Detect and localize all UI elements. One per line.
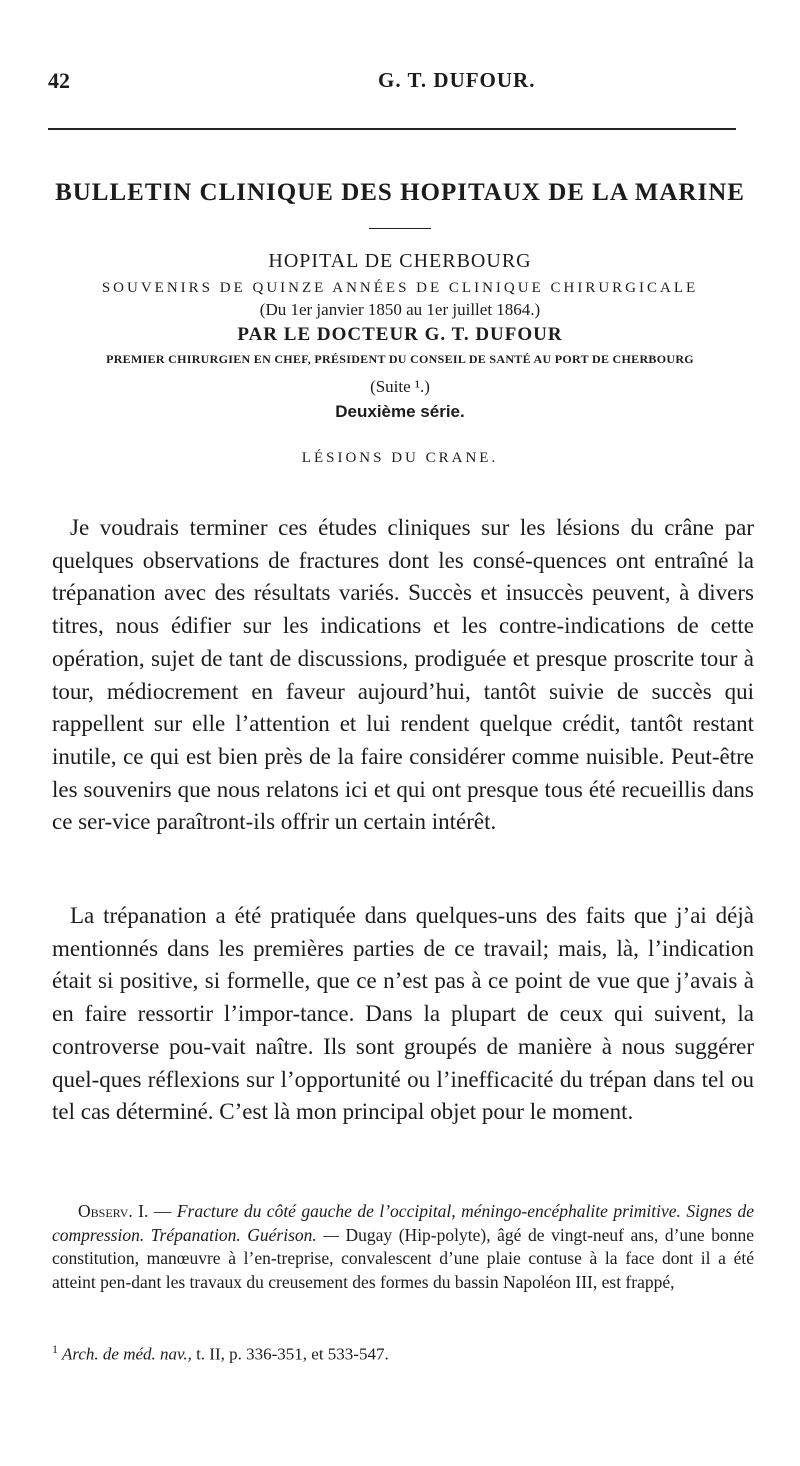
running-head-author: G. T. DUFOUR. (378, 68, 536, 92)
article-subtitle: SOUVENIRS DE QUINZE ANNÉES DE CLINIQUE CHIRURGICALE (101, 280, 699, 296)
footnote-pages: t. II, p. 336-351, et 533-547. (196, 1344, 389, 1364)
title-divider (369, 228, 431, 229)
bulletin-title: BULLETIN CLINIQUE DES HOPITAUX DE LA MARINE (55, 179, 745, 206)
observation-heading: Fracture du côté gauche de l’occipital, méningo-encéphalite primitive. Signes de compression. Trépanation. Guérison. — (52, 1201, 755, 1245)
body-paragraph-1: Je voudrais terminer ces études cliniques sur les lésions du crâne par quelques observations de fractures dont les consé-quences ont entraîné la trépanation avec des résultats variés. Succès et insuccès peuvent, à divers titres, nous édifier sur les indications et les contre-indications de cette opération, sujet de tant de discussions, prodiguée et presque proscrite tour à tour, médiocrement en faveur aujourd’hui, tantôt suivie de succès qui rappellent sur elle l’attention et lui rendent quelque crédit, tantôt restant inutile, ce qui est bien près de la faire considérer comme nuisible. Peut-être les souvenirs que nous relatons ici et qui ont presque tous été recueillis dans ce ser-vice paraîtront-ils offrir un certain intérêt. (52, 515, 754, 835)
page-number: 42 (48, 68, 70, 93)
observation-label: Observ. I. — (78, 1201, 172, 1221)
section-title: LÉSIONS DU CRANE. (301, 450, 499, 466)
footnote (52, 1338, 754, 1366)
footnote-source: Arch. de méd. nav., (62, 1344, 192, 1364)
author-role: PREMIER CHIRURGIEN EN CHEF, PRÉSIDENT DU CONSEIL DE SANTÉ AU PORT DE CHERBOURG (106, 352, 694, 366)
period-dates: (Du 1er janvier 1850 au 1er juillet 1864.) (259, 300, 541, 319)
hospital-name: HOPITAL DE CHERBOURG (268, 250, 532, 272)
body-paragraph-2: La trépanation a été pratiquée dans quelques-uns des faits que j’ai déjà mentionnés dans les premières parties de ce travail; mais, là, l’indication était si positive, si formelle, que ce n’est pas à ce point de vue que j’avais à en faire ressortir l’impor-tance. Dans la plupart de ceux qui suivent, la controverse pou-vait naître. Ils sont groupés de manière à nous suggérer quel-ques réflexions sur l’opportunité ou l’inefficacité du trépan dans tel ou tel cas déterminé. C’est là mon principal objet pour le moment. (52, 903, 754, 1125)
observation-paragraph (52, 1200, 754, 1294)
running-head (48, 68, 740, 98)
article-header (50, 178, 750, 469)
observation-text: Dugay (Hip-polyte), âgé de vingt-neuf ans, d’une bonne constitution, manœuvre à l’en-treprise, convalescent d’une plaie contuse à la face dont il a été atteint pen-dant les travaux du creusement des formes du bassin Napoléon III, est frappé, (52, 1224, 754, 1292)
author-line: PAR LE DOCTEUR G. T. DUFOUR (237, 324, 563, 345)
series-label: Deuxième série. (335, 402, 465, 421)
header-rule (48, 128, 736, 130)
footnote-mark: 1 (52, 1342, 58, 1356)
continuation-note: (Suite ¹.) (370, 377, 430, 396)
